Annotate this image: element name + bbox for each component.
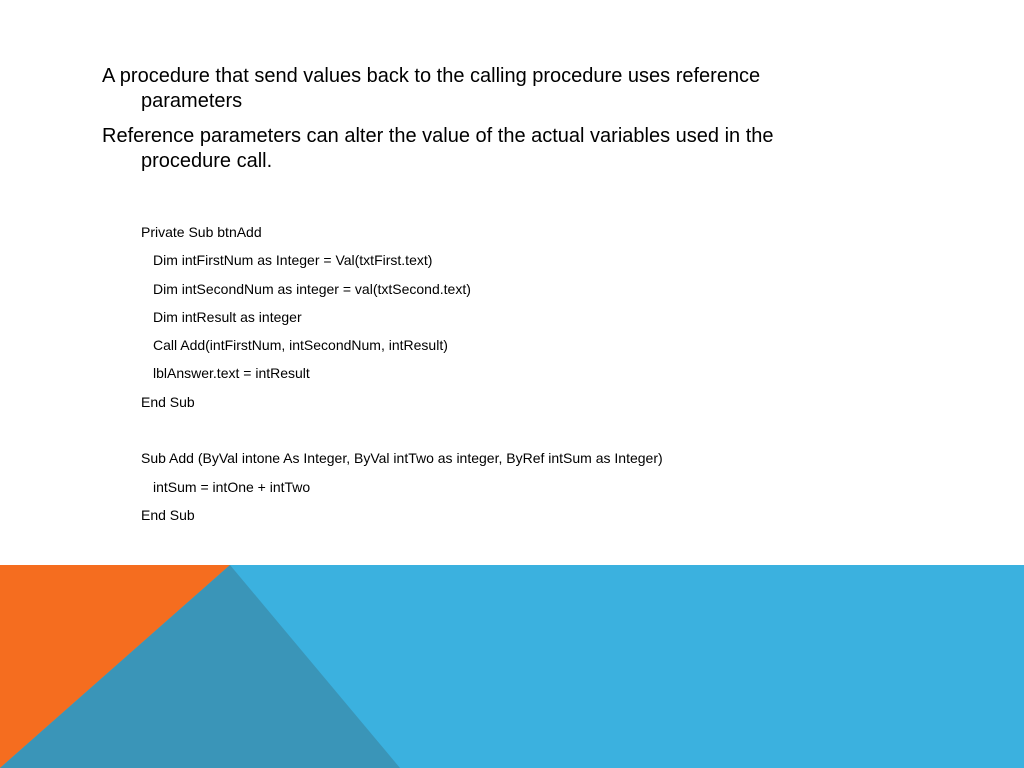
bullet-alter-actual-variables: Reference parameters can alter the value of the actual variables used in the procedure call. <box>102 125 774 172</box>
code-line: Dim intResult as integer <box>153 308 302 325</box>
code-line: Sub Add (ByVal intone As Integer, ByVal intTwo as integer, ByRef intSum as Integer) <box>141 450 663 467</box>
code-line: intSum = intOne + intTwo <box>153 478 311 495</box>
code-line: Call Add(intFirstNum, intSecondNum, intResult) <box>153 337 448 354</box>
code-line: Dim intFirstNum as Integer = Val(txtFirst.text) <box>153 252 433 269</box>
code-line-blank <box>141 416 841 444</box>
code-block <box>141 218 841 529</box>
code-line: End Sub <box>141 506 195 523</box>
code-line: lblAnswer.text = intResult <box>153 365 310 382</box>
code-line: Private Sub btnAdd <box>141 224 262 240</box>
bullet-reference-parameters: A procedure that send values back to the calling procedure uses reference parameters <box>102 65 761 112</box>
bullet-list <box>102 64 862 184</box>
code-line: Dim intSecondNum as integer = val(txtSecond.text) <box>153 280 471 297</box>
decorative-footer-band <box>0 565 1024 768</box>
code-line: End Sub <box>141 393 195 410</box>
